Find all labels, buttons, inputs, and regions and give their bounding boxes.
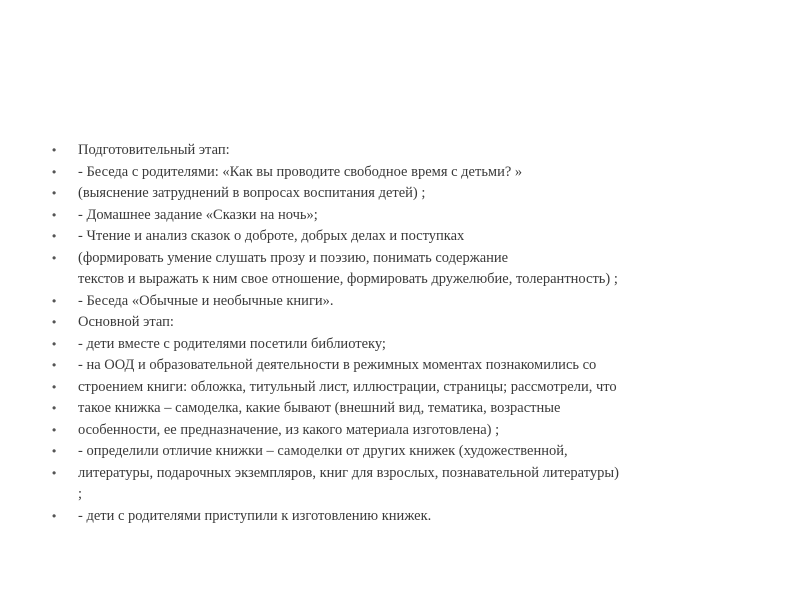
list-item — [52, 420, 772, 442]
bullet-icon: • — [52, 401, 57, 415]
list-item — [52, 506, 772, 528]
bullet-icon: • — [52, 293, 57, 308]
list-item — [52, 312, 772, 334]
list-item-line: (формировать умение слушать прозу и поэзию, понимать содержание — [78, 249, 509, 266]
list-item — [52, 140, 772, 162]
list-item-text: - Беседа «Обычные и необычные книги». — [78, 292, 334, 309]
bullet-icon: • — [52, 250, 57, 265]
list-item — [52, 377, 772, 399]
list-item-text: - Чтение и анализ сказок о доброте, добрых делах и поступках — [78, 228, 465, 244]
list-item-text: - дети вместе с родителями посетили библиотеку; — [78, 335, 386, 352]
bullet-icon: • — [52, 358, 57, 372]
list-item — [52, 398, 772, 420]
list-item — [52, 291, 772, 313]
list-item-text: - определили отличие книжки – самоделки от других книжек (художественной, — [78, 443, 568, 459]
list-item-text: - дети с родителями приступили к изготовлению книжек. — [78, 507, 432, 524]
list-item — [52, 441, 772, 463]
bullet-icon: • — [52, 315, 57, 329]
list-item — [52, 183, 772, 205]
list-item-text: текстов и выражать к ним свое отношение, формировать дружелюбие, толерантность) ; — [78, 271, 618, 287]
list-item-text: такое книжка – самоделка, какие бывают (внешний вид, тематика, возрастные — [78, 400, 561, 416]
list-item-text: Основной этап: — [78, 314, 174, 330]
list-item-continuation — [52, 484, 772, 506]
bullet-icon: • — [52, 164, 57, 179]
bullet-icon: • — [52, 465, 57, 480]
bullet-icon: • — [52, 207, 57, 222]
list-item-text: Подготовительный этап: — [78, 142, 230, 158]
list-item-text: ; — [78, 486, 83, 502]
bullet-icon: • — [52, 336, 57, 351]
list-item-text: - на ООД и образовательной деятельности в режимных моментах познакомились со — [78, 357, 597, 373]
bullet-icon: • — [52, 444, 57, 458]
bullet-icon: • — [52, 186, 57, 200]
bullet-list — [52, 140, 772, 527]
list-item-text: (выяснение затруднений в вопросах воспитания детей) ; — [78, 185, 426, 201]
bullet-icon: • — [52, 229, 57, 243]
list-item — [52, 162, 772, 184]
list-item-text: - Домашнее задание «Сказки на ночь»; — [78, 206, 318, 223]
bullet-icon: • — [52, 508, 57, 523]
list-item — [52, 248, 772, 270]
bullet-icon: • — [52, 379, 57, 394]
bullet-icon: • — [52, 422, 57, 437]
list-item-continuation — [52, 269, 772, 291]
list-item-text: литературы, подарочных экземпляров, книг для взрослых, познавательной литературы) — [78, 464, 619, 481]
list-item-text: строением книги: обложка, титульный лист, иллюстрации, страницы; рассмотрели, что — [78, 378, 617, 395]
list-item-text — [78, 248, 772, 270]
list-item — [52, 334, 772, 356]
list-item — [52, 205, 772, 227]
list-item-text: - Беседа с родителями: «Как вы проводите свободное время с детьми? » — [78, 163, 523, 180]
list-item — [52, 463, 772, 485]
list-item — [52, 226, 772, 248]
bullet-icon: • — [52, 143, 57, 157]
list-item-text: особенности, ее предназначение, из какого материала изготовлена) ; — [78, 421, 500, 438]
list-item — [52, 355, 772, 377]
